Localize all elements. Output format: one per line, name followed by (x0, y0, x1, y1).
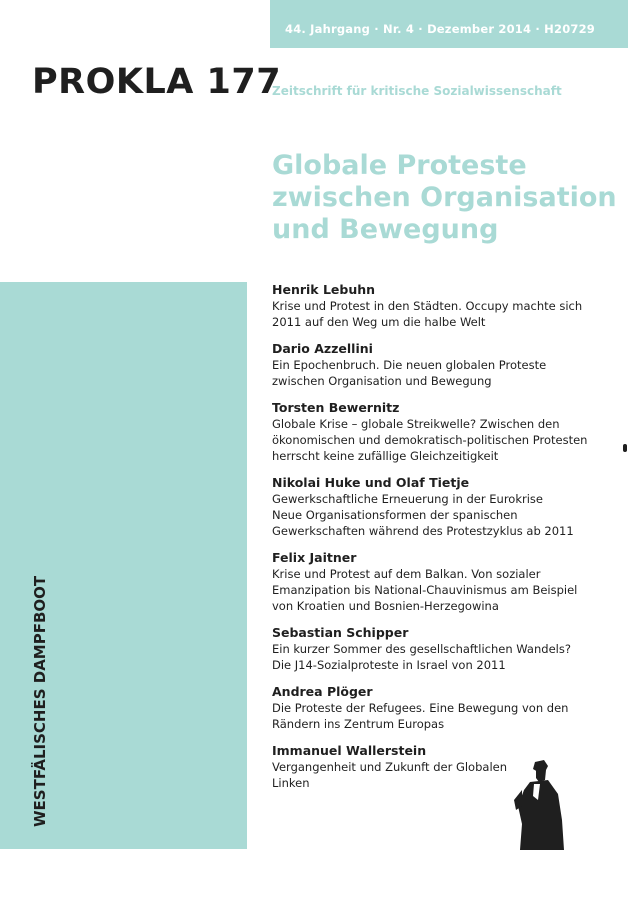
journal-name: PROKLA 177 (32, 62, 282, 102)
issue-main-title (272, 150, 617, 246)
article-title-line: Gewerkschaften während des Protestzyklus ab 2011 (272, 524, 574, 538)
article-title-line: herrscht keine zufällige Gleichzeitigkeit (272, 449, 499, 463)
article-title-line: von Kroatien und Bosnien-Herzegowina (272, 599, 499, 613)
article-title-line: Ein kurzer Sommer des gesellschaftlichen Wandels? (272, 642, 571, 656)
article-author: Nikolai Huke und Olaf Tietje (272, 475, 470, 490)
article-author: Dario Azzellini (272, 341, 373, 356)
article-title-line: Neue Organisationsformen der spanischen (272, 508, 518, 522)
article-author: Sebastian Schipper (272, 625, 409, 640)
article-entry (272, 341, 612, 389)
article-author: Torsten Bewernitz (272, 400, 400, 415)
article-title-line: 2011 auf den Weg um die halbe Welt (272, 315, 486, 329)
article-title-line: Die Proteste der Refugees. Eine Bewegung von den (272, 701, 569, 715)
article-title-line: Rändern ins Zentrum Europas (272, 717, 445, 731)
article-title-line: Vergangenheit und Zukunft der Globalen (272, 760, 507, 774)
article-title-line: Krise und Protest auf dem Balkan. Von sozialer (272, 567, 541, 581)
article-title-line: Krise und Protest in den Städten. Occupy machte sich (272, 299, 583, 313)
publisher-name: WESTFÄLISCHES DAMPFBOOT (31, 575, 49, 827)
article-author: Andrea Plöger (272, 684, 373, 699)
article-entry (272, 475, 612, 539)
article-entry (272, 684, 612, 732)
edge-mark (623, 444, 627, 452)
main-title-line: und Bewegung (272, 214, 499, 245)
article-title-line: Linken (272, 776, 310, 790)
article-entry (272, 400, 612, 464)
article-author: Henrik Lebuhn (272, 282, 376, 297)
article-title-line: Die J14-Sozialproteste in Israel von 2011 (272, 658, 506, 672)
article-title-line: Emanzipation bis National-Chauvinismus am Beispiel (272, 583, 578, 597)
steamboat-captain-silhouette-icon (508, 760, 566, 850)
journal-subtitle: Zeitschrift für kritische Sozialwissenschaft (272, 84, 562, 98)
article-author: Immanuel Wallerstein (272, 743, 427, 758)
article-title-line: Globale Krise – globale Streikwelle? Zwischen den (272, 417, 560, 431)
article-title-line: zwischen Organisation und Bewegung (272, 374, 492, 388)
article-title-line: ökonomischen und demokratisch-politischen Protesten (272, 433, 588, 447)
main-title-line: Globale Proteste (272, 150, 527, 181)
article-entry (272, 550, 612, 614)
article-entry (272, 282, 612, 330)
main-title-line: zwischen Organisation (272, 182, 617, 213)
issue-info: 44. Jahrgang · Nr. 4 · Dezember 2014 · H20729 (285, 22, 596, 36)
table-of-contents (272, 282, 612, 802)
article-author: Felix Jaitner (272, 550, 357, 565)
article-entry (272, 625, 612, 673)
article-title-line: Ein Epochenbruch. Die neuen globalen Proteste (272, 358, 547, 372)
article-title-line: Gewerkschaftliche Erneuerung in der Eurokrise (272, 492, 543, 506)
